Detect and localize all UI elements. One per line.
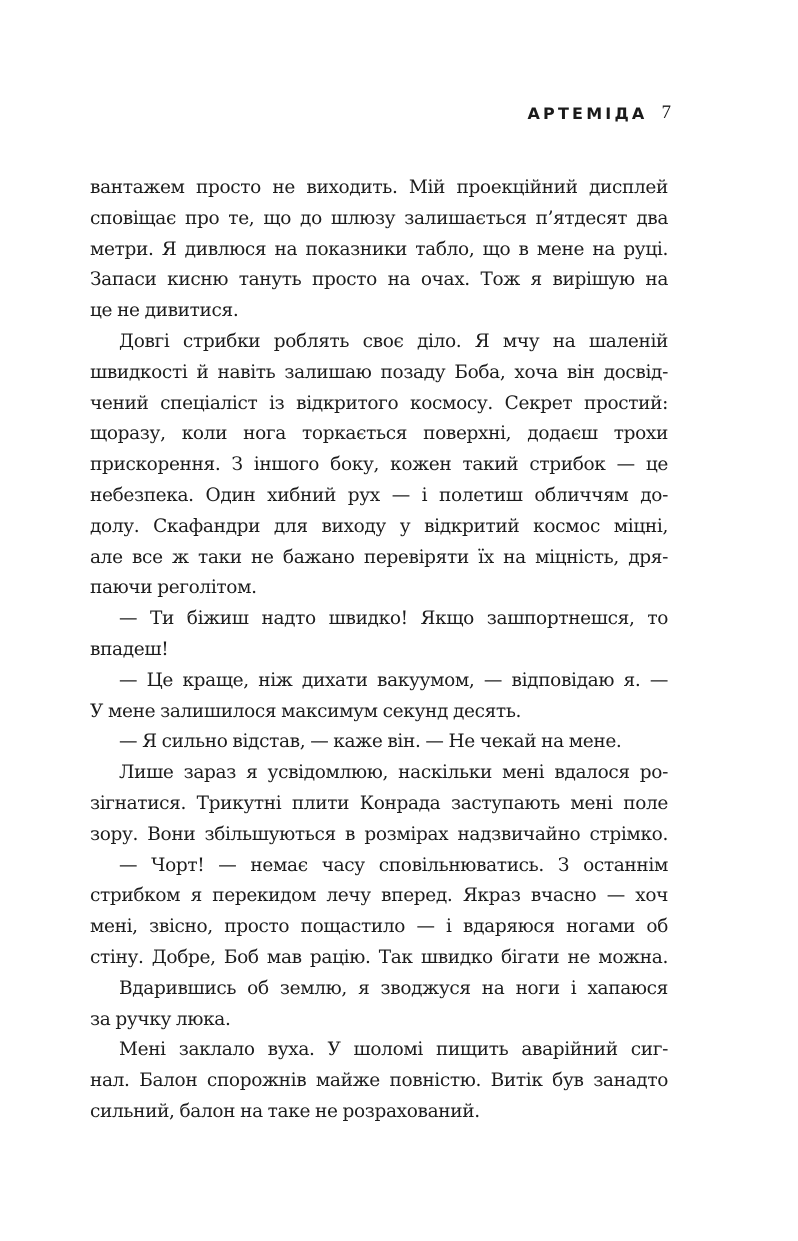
- text-line: — Я сильно відстав, — каже він. — Не чекай на мене.: [119, 731, 622, 753]
- text-line: це не дивитися.: [90, 300, 239, 322]
- text-line: за ручку люка.: [90, 1008, 231, 1030]
- text-line: нал. Балон спорожнів майже повністю. Витік був занадто: [90, 1070, 668, 1092]
- text-line: паючи реголітом.: [90, 577, 257, 599]
- text-line: сильний, балон на таке не розрахований.: [90, 1100, 480, 1122]
- text-line: швидкості й навіть залишаю позаду Боба, хоча він досвід-: [90, 361, 668, 383]
- text-line: Мені заклало вуха. У шоломі пищить аварійний сиг-: [119, 1039, 668, 1061]
- text-line: Вдарившись об землю, я зводжуся на ноги і хапаюся: [119, 977, 668, 999]
- running-header: [527, 101, 671, 125]
- text-line: Лише зараз я усвідомлюю, наскільки мені вдалося ро-: [119, 762, 668, 784]
- text-line: — Чорт! — немає часу сповільнюватись. З останнім: [119, 854, 668, 876]
- text-line: Запаси кисню тануть просто на очах. Тож я вирішую на: [90, 269, 668, 291]
- text-line: зору. Вони збільшуються в розмірах надзвичайно стрімко.: [90, 823, 668, 845]
- text-line: сповіщає про те, що до шлюзу залишається п’ятдесят два: [90, 207, 668, 229]
- text-line: чений спеціаліст із відкритого космосу. Секрет простий:: [90, 392, 668, 414]
- text-line: вантажем просто не виходить. Мій проекційний дисплей: [90, 177, 668, 198]
- text-line: впадеш!: [90, 638, 169, 660]
- text-line: прискорення. З іншого боку, кожен такий стрибок — це: [90, 454, 668, 476]
- text-line: стрибком я перекидом лечу вперед. Якраз вчасно — хоч: [90, 885, 668, 907]
- text-line: Довгі стрибки роблять своє діло. Я мчу на шаленій: [119, 330, 668, 352]
- text-line: небезпека. Один хибний рух — і полетиш обличчям до-: [90, 484, 668, 506]
- page-number: 7: [661, 102, 671, 123]
- text-line: У мене залишилося максимум секунд десять.: [90, 700, 522, 722]
- text-line: зігнатися. Трикутні плити Конрада заступають мені поле: [90, 792, 668, 814]
- running-title: АРТЕМІДА: [527, 103, 648, 123]
- body-text: [90, 173, 668, 1128]
- text-line: долу. Скафандри для виходу у відкритий космос міцні,: [90, 515, 668, 537]
- text-line: щоразу, коли нога торкається поверхні, додаєш трохи: [90, 423, 668, 445]
- text-line: метри. Я дивлюся на показники табло, що в мене на руці.: [90, 238, 668, 260]
- text-line: — Ти біжиш надто швидко! Якщо зашпортнешся, то: [119, 608, 668, 630]
- text-line: — Це краще, ніж дихати вакуумом, — відповідаю я. —: [119, 669, 668, 691]
- text-line: але все ж таки не бажано перевіряти їх на міцність, дря-: [90, 546, 668, 568]
- text-line: мені, звісно, просто пощастило — і вдаряюся ногами об: [90, 916, 668, 938]
- text-line: стіну. Добре, Боб мав рацію. Так швидко бігати не можна.: [90, 946, 668, 968]
